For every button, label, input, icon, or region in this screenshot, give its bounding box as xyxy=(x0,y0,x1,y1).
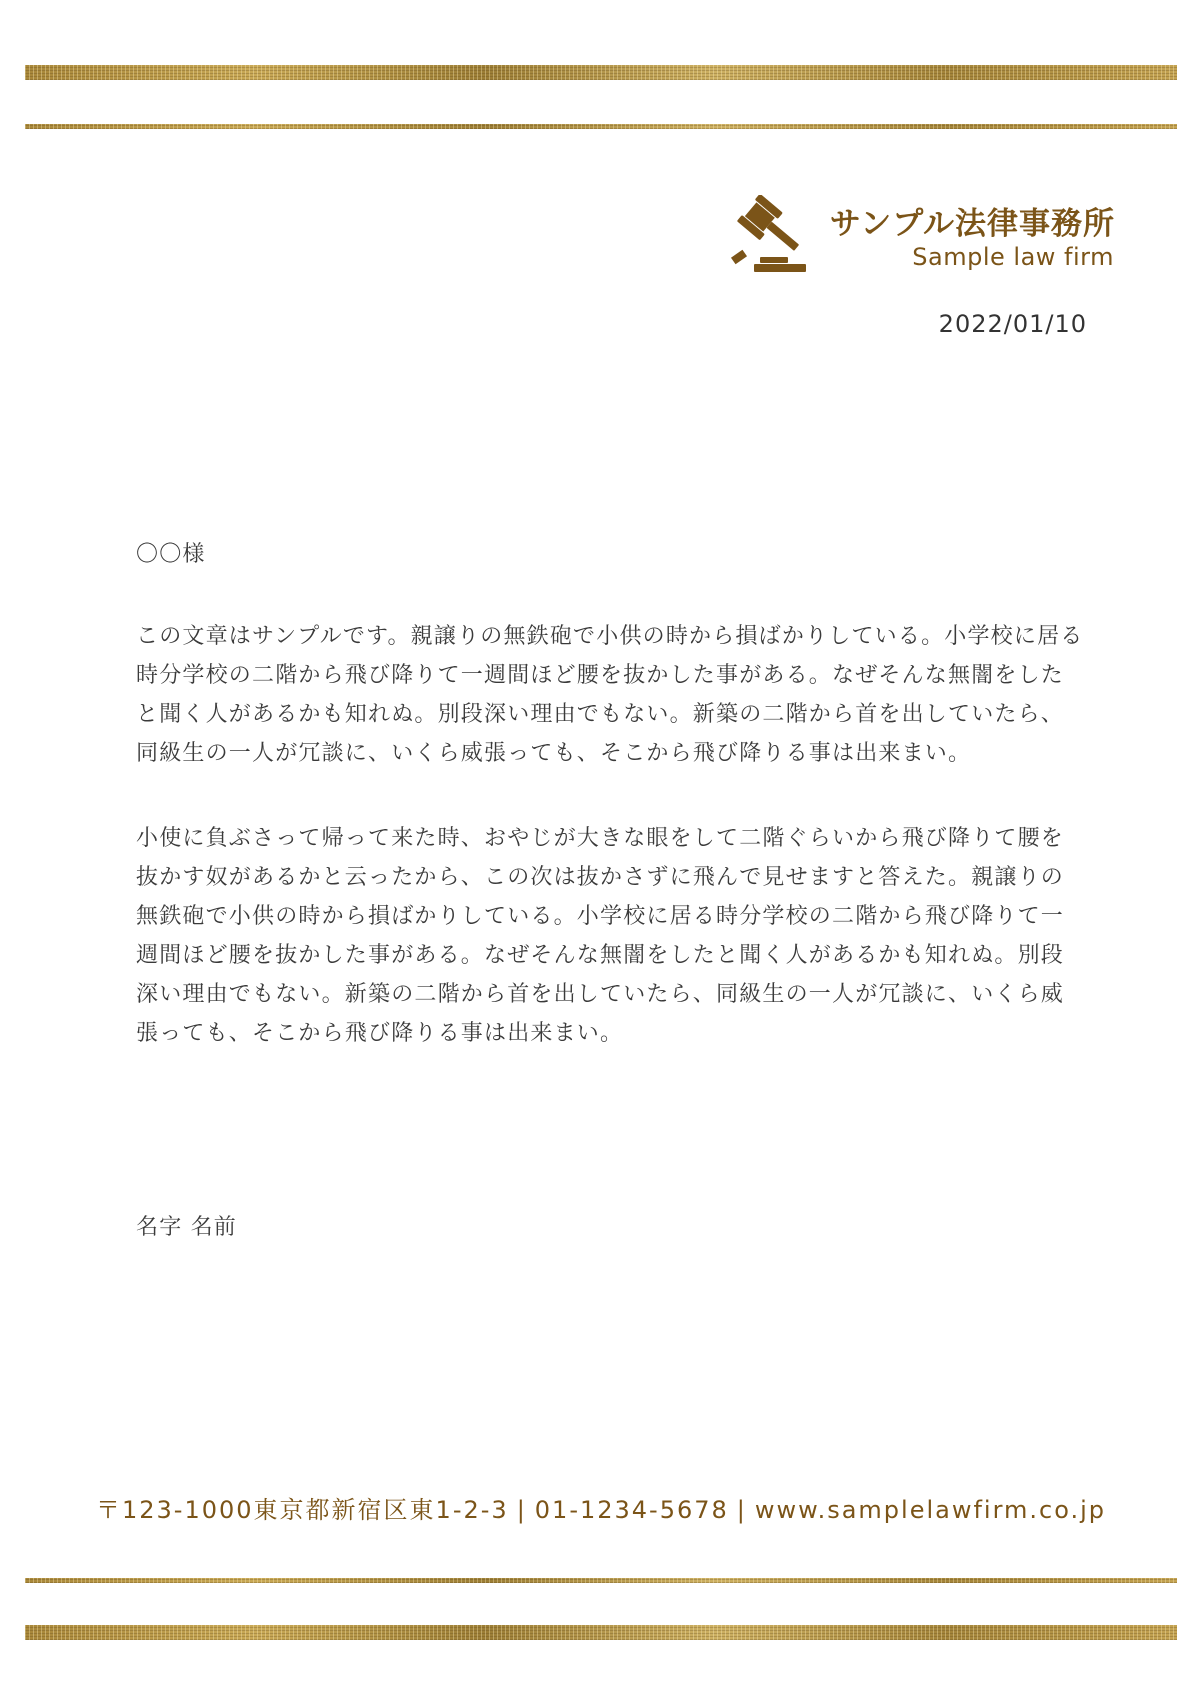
bottom-gold-line xyxy=(25,1578,1177,1583)
footer-website: www.samplelawfirm.co.jp xyxy=(754,1496,1107,1524)
gavel-icon xyxy=(727,195,812,275)
bottom-gold-band xyxy=(25,1625,1177,1640)
letter-body xyxy=(136,535,1086,1099)
top-gold-line xyxy=(25,124,1177,129)
footer-address: 〒123-1000東京都新宿区東1-2-3 xyxy=(96,1496,509,1524)
firm-name-english: Sample law firm xyxy=(912,243,1114,271)
top-gold-band xyxy=(25,65,1177,80)
footer-separator: | xyxy=(736,1496,747,1524)
letter-date: 2022/01/10 xyxy=(938,310,1087,338)
body-paragraph-1: この文章はサンプルです。親譲りの無鉄砲で小供の時から損ばかりしている。小学校に居る時分学校の二階から飛び降りて一週間ほど腰を抜かした事がある。なぜそんな無闇をしたと聞く人があるかも知れぬ。別段深い理由でもない。新築の二階から首を出していたら、同級生の一人が冗談に、いくら威張っても、そこから飛び降りる事は出来まい。 xyxy=(136,624,1084,766)
body-paragraph-2: 小使に負ぶさって帰って来た時、おやじが大きな眼をして二階ぐらいから飛び降りて腰を抜かす奴があるかと云ったから、この次は抜かさずに飛んで見せますと答えた。親譲りの無鉄砲で小供の時から損ばかりしている。小学校に居る時分学校の二階から飛び降りて一週間ほど腰を抜かした事がある。なぜそんな無闇をしたと聞く人があるかも知れぬ。別段深い理由でもない。新築の二階から首を出していたら、同級生の一人が冗談に、いくら威張っても、そこから飛び降りる事は出来まい。 xyxy=(136,826,1065,1046)
salutation: 〇〇様 xyxy=(136,542,206,567)
footer-phone: 01-1234-5678 xyxy=(534,1496,729,1524)
signature: 名字 名前 xyxy=(136,1215,237,1240)
footer-contact xyxy=(96,1490,1116,1525)
firm-name-japanese: サンプル法律事務所 xyxy=(829,206,1115,242)
footer-separator: | xyxy=(516,1496,527,1524)
